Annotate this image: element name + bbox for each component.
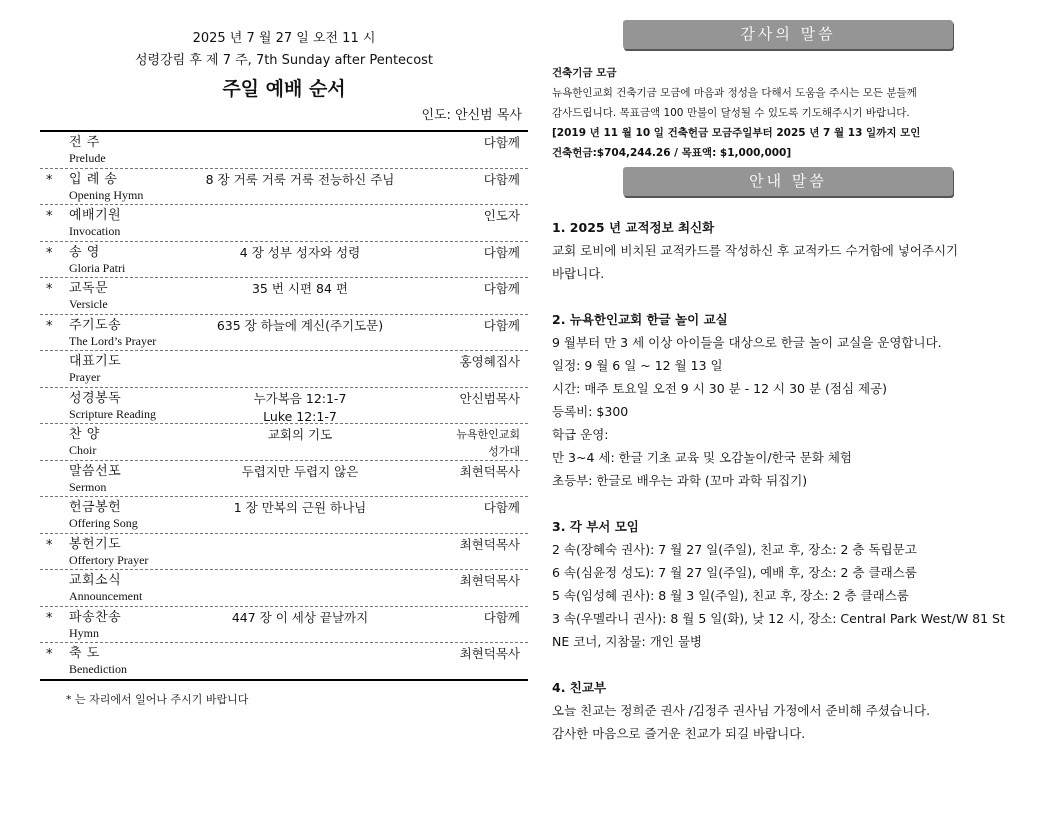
order-item-english: Gloria Patri (69, 260, 126, 275)
order-row (40, 607, 528, 644)
order-item-korean: 전 주 (69, 135, 100, 150)
notice-line: 초등부: 한글로 배우는 과학 (꼬마 과학 뒤집기) (552, 473, 808, 488)
notice-line: 교회 로비에 비치된 교적카드를 작성하신 후 교적카드 수거함에 넣어주시기 (552, 243, 959, 258)
order-item-english: Offertory Prayer (69, 552, 149, 567)
notice-line: 9 월부터 만 3 세 이상 아이들을 대상으로 한글 놀이 교실을 운영합니다. (552, 335, 942, 350)
notice-line: 바랍니다. (552, 266, 605, 281)
order-row (40, 461, 528, 498)
content-line: 35 번 시편 84 편 (251, 281, 348, 296)
service-date: 2025 년 7 월 27 일 오전 11 시 (192, 31, 376, 46)
order-item-korean: 교회소식 (69, 573, 122, 588)
standing-mark: * (46, 282, 53, 297)
person-line: 최현덕목사 (459, 463, 520, 479)
order-item-english: Announcement (69, 589, 143, 603)
order-row (40, 424, 528, 461)
order-item-content (190, 463, 410, 481)
person-line: 뉴욕한인교회 (456, 428, 520, 441)
order-item-person (460, 536, 520, 554)
order-item-content (190, 499, 410, 517)
order-row (40, 169, 528, 206)
order-item-english: Offering Song (69, 516, 138, 530)
order-item-english: Scripture Reading (69, 406, 156, 421)
notice-title: 4. 친교부 (552, 680, 607, 695)
standing-mark: * (46, 610, 53, 626)
notice-title: 2. 뉴욕한인교회 한글 놀이 교실 (552, 312, 728, 327)
person-line: 다함께 (483, 244, 520, 260)
liturgical-season: 성령강림 후 제 7 주, 7th Sunday after Pentecost (134, 53, 434, 68)
order-item-person (460, 390, 520, 408)
standing-mark: * (46, 537, 53, 553)
notice-line: 6 속(심윤정 성도): 7 월 27 일(주일), 예배 후, 장소: 2 층 클래스룸 (552, 565, 917, 580)
order-item-person (460, 645, 520, 663)
order-item-content (190, 317, 410, 335)
notice-title: 3. 각 부서 모임 (552, 519, 639, 534)
order-item-korean: 송 영 (69, 244, 100, 260)
order-row (40, 205, 528, 242)
worship-order-panel (40, 28, 528, 707)
person-line: 성가대 (488, 445, 520, 458)
standing-mark: * (46, 172, 53, 188)
notice-line: 일정: 9 월 6 일 ~ 12 월 13 일 (552, 358, 723, 373)
order-item-person (456, 426, 520, 460)
order-item-korean: 찬 양 (69, 427, 100, 442)
order-item-english: Prayer (69, 370, 101, 384)
content-line: 1 장 만복의 근원 하나님 (233, 500, 367, 515)
order-item-content (190, 390, 410, 426)
notice-line: 3 속(우멜라니 권사): 8 월 5 일(화), 낮 12 시, 장소: Central Park West/W 81 St (552, 611, 1005, 626)
person-line: 다함께 (483, 609, 520, 625)
order-item-english: Choir (69, 443, 97, 457)
standing-mark: * (46, 209, 53, 224)
announcements-panel (552, 20, 1024, 745)
standing-footnote: * 는 자리에서 일어나 주시기 바랍니다 (66, 692, 249, 706)
order-item-english: Invocation (69, 224, 121, 238)
order-item-person (484, 609, 520, 627)
content-line: 8 장 거룩 거룩 거룩 전능하신 주님 (205, 171, 395, 187)
notice-line: 등록비: $300 (552, 404, 629, 419)
building-fund-text: 뉴욕한인교회 건축기금 모금에 마음과 정성을 다해서 도움을 주시는 모든 분들께 (552, 87, 917, 99)
order-item-content (190, 171, 410, 189)
person-line: 최현덕목사 (459, 573, 520, 588)
person-line: 다함께 (483, 317, 520, 333)
order-item-person (484, 280, 520, 298)
order-row (40, 315, 528, 352)
order-item-english: Hymn (69, 625, 99, 640)
person-line: 홍영혜집사 (459, 354, 520, 369)
order-item-content (190, 244, 410, 262)
order-item-person (484, 171, 520, 189)
person-line: 다함께 (483, 281, 520, 296)
order-item-korean: 입 례 송 (69, 171, 118, 187)
thanks-banner: 감사의 말씀 (623, 20, 953, 49)
building-fund-section (552, 63, 1024, 163)
order-row (40, 278, 528, 315)
service-leader: 인도: 안신범 목사 (421, 108, 522, 123)
standing-mark: * (46, 647, 53, 662)
order-item-person (460, 463, 520, 481)
order-item-english: Prelude (69, 151, 106, 165)
notices-list (552, 216, 1024, 745)
order-row (40, 351, 528, 388)
order-row (40, 132, 528, 169)
page-title: 주일 예배 순서 (222, 78, 346, 100)
order-item-korean: 축 도 (69, 646, 100, 661)
worship-order-table (40, 130, 528, 681)
content-line: Luke 12:1-7 (263, 408, 337, 424)
order-item-korean: 주기도송 (69, 317, 122, 333)
order-item-content (190, 609, 410, 627)
order-item-korean: 성경봉독 (69, 390, 122, 406)
order-item-english: Opening Hymn (69, 187, 144, 202)
content-line: 두렵지만 두렵지 않은 (241, 463, 359, 479)
notice-line: 5 속(임성혜 권사): 8 월 3 일(주일), 친교 후, 장소: 2 층 클래스룸 (552, 588, 909, 603)
content-line: 교회의 기도 (267, 427, 333, 442)
order-row (40, 643, 528, 679)
order-item-person (484, 207, 520, 225)
order-item-english: Sermon (69, 479, 107, 494)
content-line: 누가복음 12:1-7 (253, 390, 347, 406)
order-item-english: The Lord’s Prayer (69, 333, 157, 348)
order-row (40, 242, 528, 279)
order-item-korean: 말씀선포 (69, 463, 122, 479)
notice-line: 시간: 매주 토요일 오전 9 시 30 분 - 12 시 30 분 (점심 제공) (552, 381, 888, 396)
notice-line: 학급 운영: (552, 427, 609, 442)
order-row (40, 570, 528, 607)
order-row (40, 388, 528, 425)
order-item-korean: 예배기원 (69, 208, 122, 223)
notice-line: 오늘 친교는 정희준 권사 /김정주 권사님 가정에서 준비해 주셨습니다. (552, 703, 931, 718)
person-line: 최현덕목사 (459, 646, 520, 661)
order-row (40, 497, 528, 534)
person-line: 최현덕목사 (459, 536, 520, 552)
building-fund-total: 건축헌금:$704,244.26 / 목표액: $1,000,000] (552, 147, 792, 159)
order-item-korean: 대표기도 (69, 354, 122, 369)
standing-mark: * (46, 245, 53, 261)
order-item-person (460, 353, 520, 371)
notice-line: 감사한 마음으로 즐거운 친교가 되길 바랍니다. (552, 726, 806, 741)
notice-line: 만 3~4 세: 한글 기초 교육 및 오감놀이/한국 문화 체험 (552, 450, 852, 465)
standing-mark: * (46, 318, 53, 334)
content-line: 635 장 하늘에 계신(주기도문) (216, 317, 384, 333)
notices-banner: 안내 말씀 (623, 167, 953, 196)
order-item-korean: 교독문 (69, 281, 109, 296)
order-item-person (460, 572, 520, 590)
order-item-english: Versicle (69, 297, 108, 311)
order-item-korean: 헌금봉헌 (69, 500, 122, 515)
order-item-person (484, 244, 520, 262)
content-line: 4 장 성부 성자와 성령 (239, 244, 361, 260)
order-item-korean: 봉헌기도 (69, 536, 122, 552)
person-line: 인도자 (483, 208, 520, 223)
person-line: 다함께 (483, 171, 520, 187)
order-item-content (190, 280, 410, 298)
building-fund-text: 감사드립니다. 목표금액 100 만불이 달성될 수 있도록 기도해주시기 바랍니다. (552, 107, 910, 119)
order-item-english: Benediction (69, 662, 127, 676)
notice-title: 1. 2025 년 교적정보 최신화 (552, 220, 715, 235)
person-line: 안신범목사 (459, 390, 520, 406)
order-item-person (484, 499, 520, 517)
person-line: 다함께 (483, 500, 520, 515)
order-item-content (190, 426, 410, 444)
person-line: 다함께 (483, 135, 520, 150)
building-fund-total: [2019 년 11 월 10 일 건축헌금 모금주일부터 2025 년 7 월 13 일까지 모인 (552, 127, 921, 139)
order-item-person (484, 134, 520, 152)
notice-line: 2 속(장혜숙 권사): 7 월 27 일(주일), 친교 후, 장소: 2 층 독립문고 (552, 542, 917, 557)
content-line: 447 장 이 세상 끝날까지 (231, 609, 369, 625)
notice-line: NE 코너, 지참물: 개인 물병 (552, 634, 703, 649)
order-row (40, 534, 528, 571)
order-item-korean: 파송찬송 (69, 609, 122, 625)
building-fund-title: 건축기금 모금 (552, 67, 617, 79)
order-item-person (484, 317, 520, 335)
